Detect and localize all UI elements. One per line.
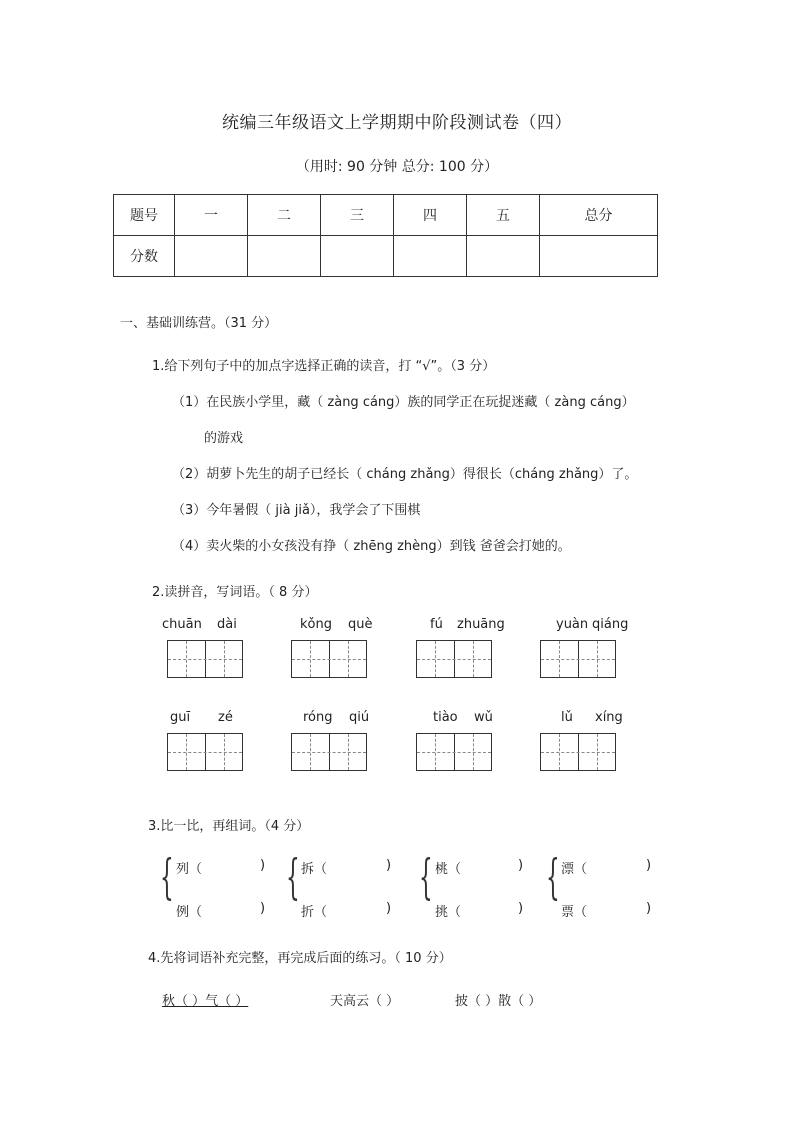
compare-char: 拆（ <box>301 862 328 877</box>
score-cell: 二 <box>248 195 321 236</box>
compare-close: ) <box>386 901 392 916</box>
question-1-item: （4）卖火柴的小女孩没有挣（ zhēng zhèng）到钱 爸爸会打她的。 <box>172 539 571 554</box>
pinyin-syllable: wǔ <box>474 710 493 725</box>
question-1-title: 1.给下列句子中的加点字选择正确的读音，打 “√”。（3 分） <box>152 359 496 374</box>
pinyin-syllable: què <box>348 617 373 632</box>
compare-close: ) <box>386 858 392 873</box>
score-input-cell <box>248 236 321 277</box>
writing-grid[interactable] <box>416 733 492 771</box>
score-input-cell <box>540 236 658 277</box>
brace-icon: { <box>286 849 300 905</box>
idiom-blank: 天高云（ ） <box>330 994 400 1009</box>
score-input-cell <box>175 236 248 277</box>
compare-close: ) <box>518 901 524 916</box>
pinyin-syllable: chuān <box>162 617 202 632</box>
compare-close: ) <box>260 901 266 916</box>
writing-grid[interactable] <box>540 733 616 771</box>
brace-icon: { <box>160 849 174 905</box>
score-table-score-row <box>114 236 658 277</box>
compare-char: 票（ <box>561 905 588 920</box>
pinyin-syllable: qiáng <box>592 617 629 632</box>
compare-char: 例（ <box>176 905 203 920</box>
question-1-item: （1）在民族小学里，藏（ zàng cáng）族的同学正在玩捉迷藏（ zàng cáng） <box>172 395 635 410</box>
writing-grid[interactable] <box>291 733 367 771</box>
compare-char: 挑（ <box>435 905 462 920</box>
pinyin-syllable: zé <box>218 710 233 725</box>
pinyin-syllable: lǔ <box>561 710 573 725</box>
pinyin-syllable: dài <box>217 617 237 632</box>
writing-grid[interactable] <box>540 640 616 678</box>
pinyin-syllable: qiú <box>349 710 370 725</box>
compare-close: ) <box>646 901 652 916</box>
compare-char: 折（ <box>301 905 328 920</box>
page-subtitle: （用时: 90 分钟 总分: 100 分） <box>295 159 499 175</box>
writing-grid[interactable] <box>167 640 243 678</box>
pinyin-syllable: fú <box>430 617 443 632</box>
writing-grid[interactable] <box>291 640 367 678</box>
score-cell: 总分 <box>540 195 658 236</box>
question-3-title: 3.比一比，再组词。（4 分） <box>148 819 310 834</box>
writing-grid[interactable] <box>416 640 492 678</box>
brace-icon: { <box>419 849 433 905</box>
score-cell: 分数 <box>114 236 175 277</box>
writing-grid[interactable] <box>167 733 243 771</box>
score-cell: 题号 <box>114 195 175 236</box>
brace-icon: { <box>546 849 560 905</box>
pinyin-syllable: tiào <box>433 710 458 725</box>
compare-close: ) <box>646 858 652 873</box>
score-cell: 五 <box>467 195 540 236</box>
page-title: 统编三年级语文上学期期中阶段测试卷（四） <box>222 113 572 133</box>
pinyin-syllable: guī <box>170 710 191 725</box>
question-1-item: （3）今年暑假（ jià jiǎ），我学会了下围棋 <box>172 503 421 518</box>
score-input-cell <box>321 236 394 277</box>
question-1-item: （2）胡萝卜先生的胡子已经长（ cháng zhǎng）得很长（cháng zhǎng）了。 <box>172 467 638 482</box>
compare-char: 桃（ <box>435 862 462 877</box>
pinyin-syllable: xíng <box>595 710 623 725</box>
score-table <box>113 194 658 277</box>
idiom-blank: 秋（ ）气（ ） <box>162 994 249 1009</box>
score-input-cell <box>394 236 467 277</box>
section-heading: 一、基础训练营。（31 分） <box>120 316 278 331</box>
compare-char: 列（ <box>176 862 203 877</box>
pinyin-syllable: yuàn <box>556 617 589 632</box>
compare-char: 漂（ <box>561 862 588 877</box>
score-cell: 一 <box>175 195 248 236</box>
score-cell: 四 <box>394 195 467 236</box>
pinyin-syllable: róng <box>303 710 333 725</box>
question-2-title: 2.读拼音，写词语。（ 8 分） <box>152 585 318 600</box>
pinyin-syllable: kǒng <box>300 617 332 632</box>
score-cell: 三 <box>321 195 394 236</box>
score-input-cell <box>467 236 540 277</box>
score-table-header-row <box>114 195 658 236</box>
compare-close: ) <box>518 858 524 873</box>
compare-close: ) <box>260 858 266 873</box>
question-1-item: 的游戏 <box>204 431 244 446</box>
question-4-title: 4.先将词语补充完整，再完成后面的练习。（ 10 分） <box>148 951 452 966</box>
idiom-blank: 披（ ）散（ ） <box>455 994 542 1009</box>
pinyin-syllable: zhuāng <box>457 617 505 632</box>
